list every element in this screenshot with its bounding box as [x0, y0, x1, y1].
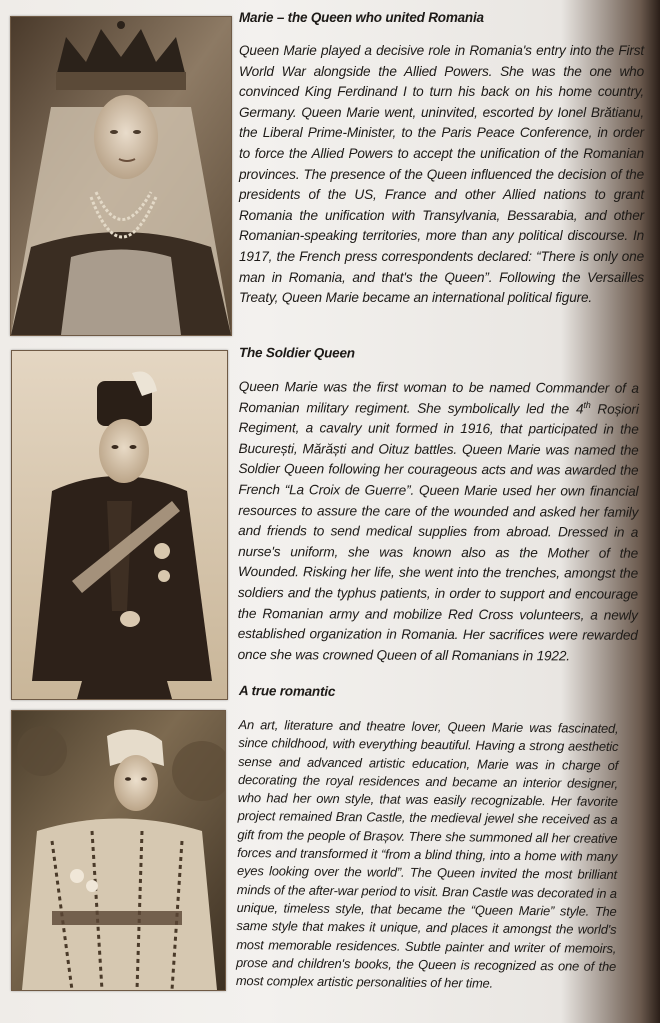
- section-queen-united-romania: [239, 10, 644, 309]
- embroidered-costume-portrait-image: [12, 711, 225, 990]
- section-body: Queen Marie played a decisive role in Romania's entry into the First World War alongside the Allied Powers. She was the one who convinced King Ferdinand I to turn his back on his home country, Germany. Queen Marie went, uninvited, escorted by Ionel Brătianu, the Liberal Prime-Minister, to the Paris Peace Conference, in order to force the Allied Powers to accept the unification of the Romanian provinces. The presence of the Queen influenced the decision of the presidents of the US, France and other Allied nations to grant Romania the unification with Transylvania, Bessarabia, and other Romanian-speaking territories, more than any political discourse. In 1917, the French press correspondents declared: “There is only one man in Romania, and that's the Queen”. Following the Versailles Treaty, Queen Marie became an international political figure.: [239, 43, 644, 306]
- uniform-portrait-image: [12, 351, 227, 699]
- crowned-portrait-image: [11, 17, 231, 335]
- photo-true-romantic: [11, 710, 226, 991]
- photo-queen-marie-crowned: [10, 16, 232, 336]
- body-text-part: Roșiori Regiment, a cavalry unit formed in 1916, that participated in the București, Mărăști and Oituz battles. Queen Marie was named the Soldier Queen following her courageous acts and was awarded the French “La Croix de Guerre”. Queen Marie used her own financial resources to assure the care of the wounded and asked her family and friends to send medical supplies from abroad. Dressed in a nurse's uniform, she was known also as the Mother of the Wounded. Risking her life, she went into the trenches, amongst the soldiers and the typhus patients, in order to support and encourage the Romanian army and mobilize Red Cross volunteers, a newly established organization in Romania. Her sacrifices were rewarded once she was crowned Queen of all Romanians in 1922.: [237, 401, 639, 664]
- section-body: An art, literature and theatre lover, Queen Marie was fascinated, since childhood, with everything beautiful. Having a strong aesthetic sense and advanced artistic education, Marie was in charge of decorating the royal residences and became an interior designer, who had her own style, that was easily recognizable. Her favorite project remained Bran Castle, the medieval jewel she received as a gift from the people of Brașov. There she summoned all her creative forces and transformed it “from a blind thing, into a home with many eyes looking over the world”. The Queen invited the most brilliant minds of the after-war period to visit. Bran Castle was decorated in a unique, timeless style, that became the “Queen Marie” style. The same style that makes it unique, and places it amongst the world's most memorable residences. Subtle painter and writer of memoirs, prose and children's books, the Queen is recognized as one of the most complex artistic personalities of her time.: [235, 716, 619, 991]
- section-body: [238, 377, 639, 667]
- section-true-romantic: [236, 683, 644, 995]
- body-text-part: Queen Marie was the first woman to be named Commander of a Romanian military regiment. She symbolically led the 4: [238, 378, 639, 417]
- section-title: The Soldier Queen: [238, 345, 355, 361]
- section-title: Marie – the Queen who united Romania: [239, 10, 484, 25]
- ordinal-suffix: th: [583, 399, 591, 410]
- section-soldier-queen: [238, 345, 644, 667]
- section-title: A true romantic: [238, 683, 336, 700]
- photo-soldier-queen: [11, 350, 228, 700]
